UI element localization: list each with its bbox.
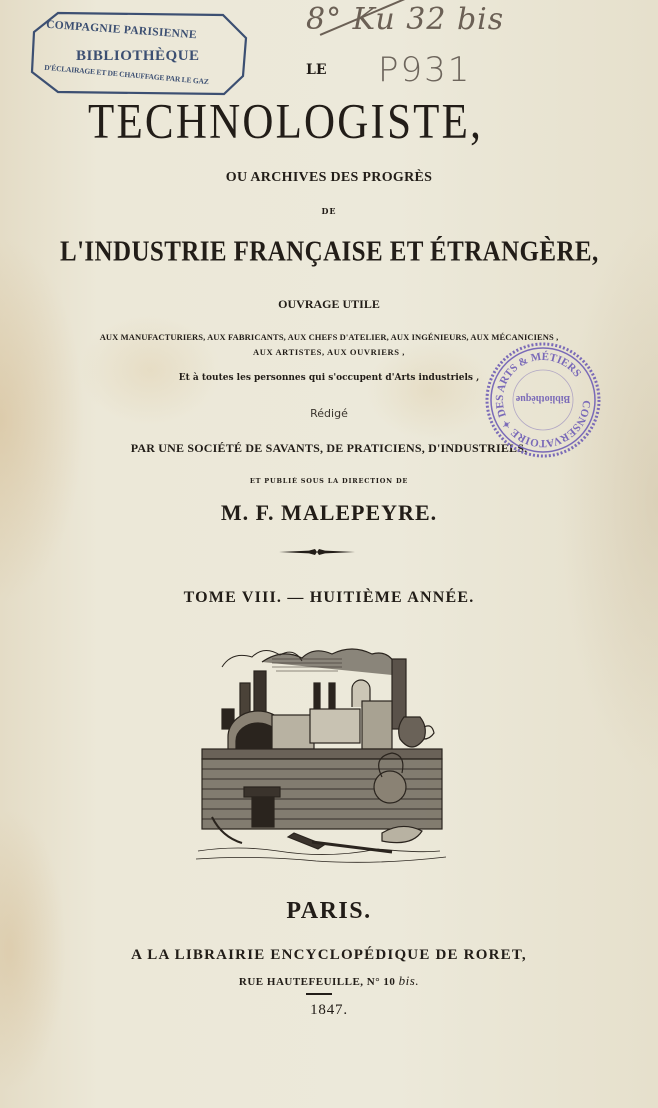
- subtitle-connector: DE: [321, 206, 337, 216]
- address-main: RUE HAUTEFEUILLE, N° 10: [238, 976, 396, 988]
- redige-label: Rédigé: [310, 407, 348, 420]
- subtitle-industry: L'INDUSTRIE FRANÇAISE ET ÉTRANGÈRE,: [60, 237, 599, 268]
- stamp-line-2: BIBLIOTHÈQUE: [76, 48, 200, 64]
- handwritten-shelfmark: 8° Ku 32 bis: [306, 2, 505, 37]
- publication-year: 1847.: [310, 1002, 348, 1018]
- main-title: TECHNOLOGISTE,: [88, 95, 484, 150]
- stamp-ring-text: CONSERVATOIRE ✦ DES ARTS & MÉTIERS: [493, 350, 593, 450]
- title-article: LE: [306, 62, 327, 78]
- ornament-rule-icon: [279, 547, 355, 557]
- publication-note: ET PUBLIÉ SOUS LA DIRECTION DE: [249, 477, 409, 485]
- audience-line-2: AUX ARTISTES, AUX OUVRIERS ,: [252, 347, 406, 357]
- city: PARIS.: [286, 898, 372, 924]
- stamp-line-1: COMPAGNIE PARISIENNE: [45, 18, 198, 42]
- ouvrage-utile: OUVRAGE UTILE: [278, 297, 380, 311]
- subtitle: OU ARCHIVES DES PROGRÈS: [225, 170, 433, 185]
- audience-line-3: Et à toutes les personnes qui s'occupent d'Arts industriels ,: [178, 373, 480, 383]
- library-stamp: [28, 10, 250, 96]
- audience-line-1: AUX MANUFACTURIERS, AUX FABRICANTS, AUX CHEFS D'ATELIER, AUX INGÉNIEURS, AUX MÉCANICIENS ,: [99, 332, 559, 342]
- volume-line: TOME VIII. — HUITIÈME ANNÉE.: [183, 589, 475, 606]
- conservatoire-stamp: [484, 341, 602, 459]
- editor-name: M. F. MALEPEYRE.: [220, 500, 438, 525]
- industrial-machinery-illustration: [192, 637, 454, 869]
- short-rule: [306, 993, 332, 995]
- publisher-address: [0, 973, 658, 989]
- address-bis: bis.: [398, 973, 420, 988]
- authors-line: PAR UNE SOCIÉTÉ DE SAVANTS, DE PRATICIENS, D'INDUSTRIELS,: [130, 441, 528, 455]
- stamp-line-3: D'ÉCLAIRAGE ET DE CHAUFFAGE PAR LE GAZ: [43, 62, 210, 87]
- handwritten-number: P931: [378, 50, 472, 90]
- publisher: A LA LIBRAIRIE ENCYCLOPÉDIQUE DE RORET,: [131, 947, 527, 963]
- stamp-seal-icon: [484, 341, 602, 459]
- stamp-center-text: Bibliothèque: [515, 393, 571, 404]
